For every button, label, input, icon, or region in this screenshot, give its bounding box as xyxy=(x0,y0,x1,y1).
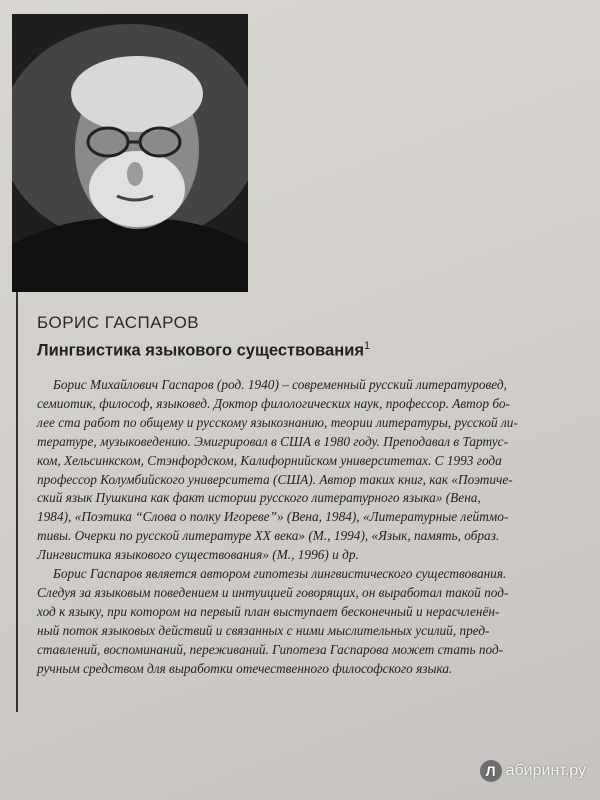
text-line: Следуя за языковым поведением и интуицией говорящих, он выработал такой под- xyxy=(37,584,509,600)
author-name: БОРИС ГАСПАРОВ xyxy=(37,313,200,332)
author-photo xyxy=(12,14,248,292)
portrait-illustration xyxy=(12,14,248,292)
text-line: тературе, музыковедению. Эмигрировал в США в 1980 году. Преподавал в Тартус- xyxy=(37,433,509,449)
biography-text xyxy=(37,376,584,679)
essay-title xyxy=(37,340,370,361)
text-line: ручным средством для выработки отечественного философского языка. xyxy=(37,660,453,676)
text-line: Лингвистика языкового существования» (М., 1996) и др. xyxy=(37,547,359,563)
text-line: лее ста работ по общему и русскому языкознанию, теории литературы, русской ли- xyxy=(37,414,518,430)
text-line: ком, Хельсинкском, Стэнфордском, Калифорнийском университетах. С 1993 года xyxy=(37,452,502,468)
left-rule xyxy=(16,292,18,712)
text-line: семиотик, философ, языковед. Доктор филологических наук, профессор. Автор бо- xyxy=(37,395,510,411)
text-line: тивы. Очерки по русской литературе XX века» (М., 1994), «Язык, память, образ. xyxy=(37,528,500,544)
text-line: 1984), «Поэтика “Слова о полку Игореве”» (Вена, 1984), «Литературные лейтмо- xyxy=(37,509,509,525)
text-line: ставлений, воспоминаний, переживаний. Гипотеза Гаспарова может стать под- xyxy=(37,641,504,657)
text-line: Борис Гаспаров является автором гипотезы лингвистического существования. xyxy=(53,566,507,582)
text-line: Борис Михайлович Гаспаров (род. 1940) – современный русский литературовед, xyxy=(53,377,507,392)
labirint-logo-icon: Л xyxy=(480,760,502,782)
footnote-mark: 1 xyxy=(363,340,371,352)
text-line: ный поток языковых действий и связанных с ними мыслительных усилий, пред- xyxy=(37,622,490,638)
text-line: ский язык Пушкина как факт истории русского литературного языка» (Вена, xyxy=(37,490,481,506)
text-line: ход к языку, при котором на первый план выступает бесконечный и нерасчленён- xyxy=(37,603,500,619)
watermark-text: абиринт.ру xyxy=(505,762,586,779)
essay-title-text: Лингвистика языкового существования xyxy=(37,341,364,360)
text-line: профессор Колумбийского университета (США). Автор таких книг, как «Поэтиче- xyxy=(37,471,513,487)
labirint-watermark xyxy=(480,760,586,782)
